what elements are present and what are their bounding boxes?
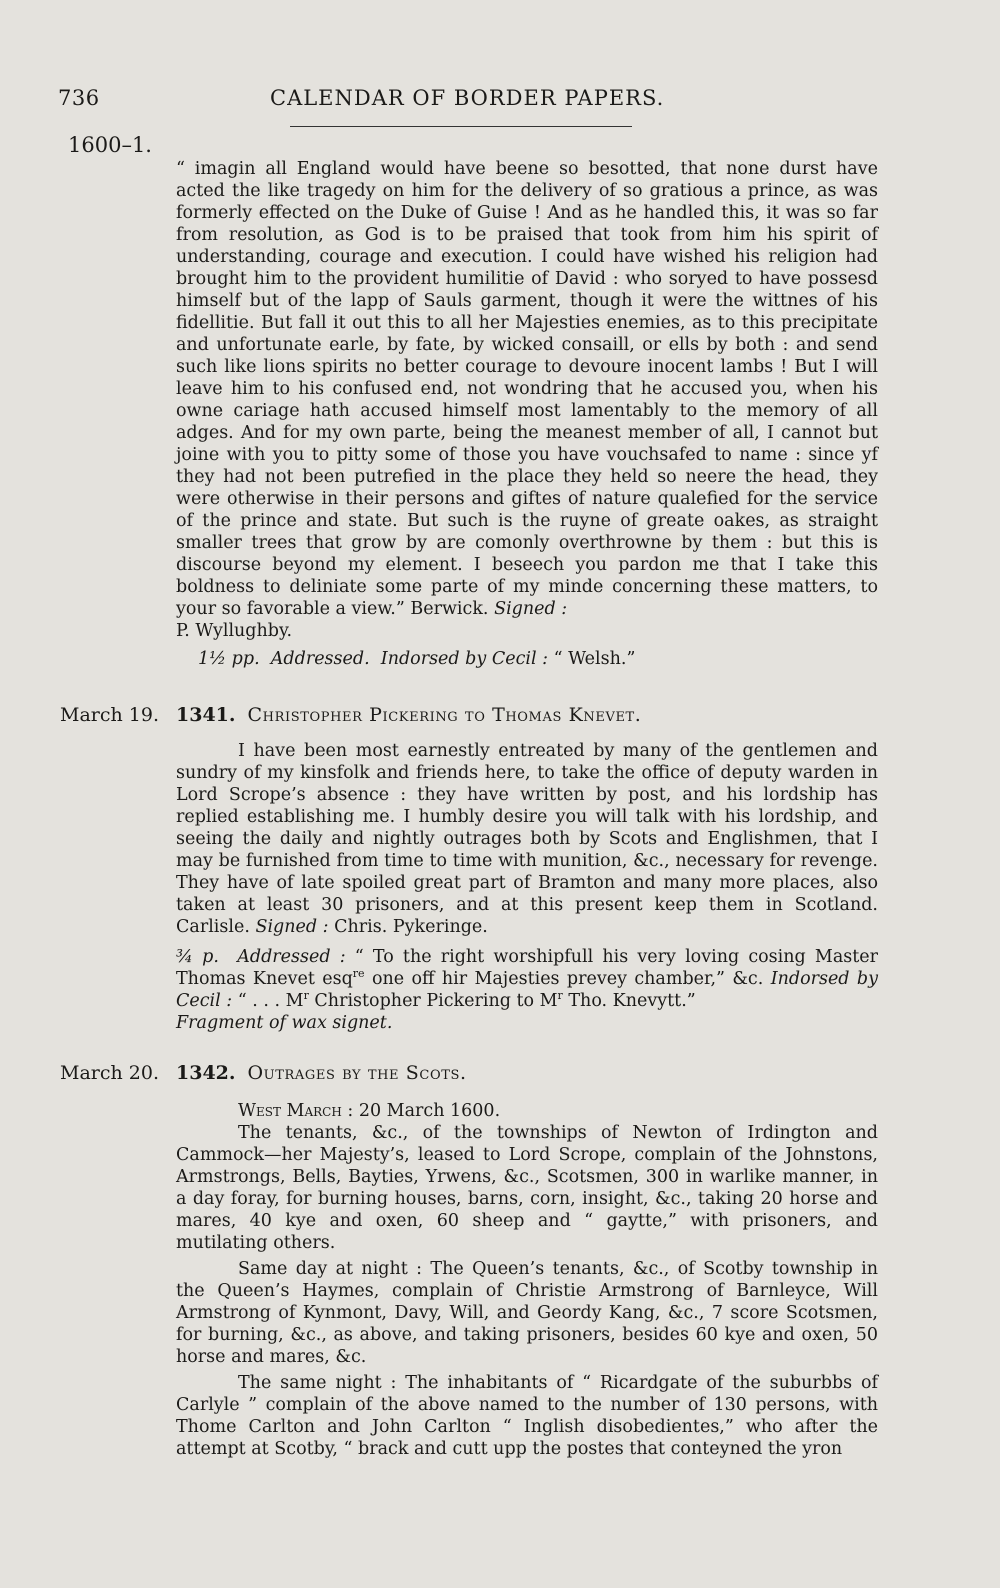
note-addressed-text-2: one off hir Majesties prevey chamber,” &c. <box>364 969 764 989</box>
signed-label: Signed : <box>255 917 329 937</box>
section-heading <box>176 1100 878 1122</box>
letter-signer: P. Wyllughby. <box>176 621 293 641</box>
entry-date: March 20. <box>60 1062 159 1084</box>
entry-heading <box>176 704 641 726</box>
entry-number: 1342. <box>176 1062 236 1084</box>
note-indorsed: Indorsed by Cecil : <box>380 649 549 669</box>
note-superscript: re <box>352 967 365 981</box>
note-indorsed: Indorsed by Cecil : <box>176 969 878 1011</box>
note-indorsed-text: “ . . . M <box>237 991 304 1011</box>
entry-date: March 19. <box>60 704 159 726</box>
note-addressed: Addressed : <box>237 947 346 967</box>
note-superscript: r <box>303 989 309 1003</box>
entry-text: I have been most earnestly entreated by many of the gentlemen and sundry of my kinsfolk and friends here, to take the office of deputy warden in Lord Scrope’s absence : they have written by post, and his lordship has replied establishing me. I humbly desire you will talk with his lordship, and seeing the daily and nightly outrages both by Scots and Englishmen, that I may be furnished from time to time with munition, &c., necessary for revenge. They have of late spoiled great part of Bramton and many more places, also taken at least 30 prisoners, and at this present keep them in Scotland. Carlisle. <box>176 741 878 937</box>
entry-heading <box>176 1062 467 1084</box>
entry-signer: Chris. Pykeringe. <box>334 917 488 937</box>
header-rule <box>290 126 632 127</box>
note-size: ¾ p. <box>176 947 219 967</box>
note-addressed: Addressed. <box>270 649 370 669</box>
entry-number: 1341. <box>176 704 236 726</box>
note-superscript: r <box>557 989 563 1003</box>
entry-paragraph: The same night : The inhabitants of “ Ricardgate of the suburbbs of Carlyle ” complain of the above named to the number of 130 persons, with Thome Carlton and John Carlton “ Inglish disobedientes,” who after the attempt at Scotby, “ brack and cutt upp the postes that conteyned the yron <box>176 1373 878 1459</box>
march-name: West March : <box>238 1101 354 1121</box>
year-marker: 1600–1. <box>68 133 152 157</box>
note-fragment: Fragment of wax signet. <box>176 1013 393 1033</box>
letter-text: “ imagin all England would have beene so besotted, that none durst have acted the like tragedy on him for the delivery of so gratious a prince, as was formerly effected on the Duke of Guise ! And as he handled this, it was so far from resolution, as God is to be praised that took from him his spirit of understanding, courage and execution. I could have wished his religion had brought him to the provident humilitie of David : who soryed to have possesd himself but of the lapp of Sauls garment, though it were the wittnes of his fidellitie. But fall it out this to all her Majesties enemies, as to this precipitate and unfortunate earle, by fate, by wicked consaill, or ells by both : and send such like lions spirits no better courage to devoure inocent lambs ! But I will leave him to his confused end, not wondring that he accused you, when his owne cariage hath accused himself most lamentably to the memory of all adges. And for my own parte, being the meanest member of all, I cannot but joine with you to pitty some of those you have vouchsafed to name : since yf they had not been putrefied in the place they held so neere the head, they were otherwise in their persons and giftes of nature qualefied for the service of the prince and state. But such is the ruyne of greate oakes, as straight smaller trees that grow by are comonly overthrowne by them : but this is discourse beyond my element. I beseech you pardon me that I take this boldness to deliniate some parte of my minde concerning these matters, to your so favorable a view.” Berwick. <box>176 159 878 619</box>
letter-continuation <box>176 158 878 670</box>
note-indorsed-text-3: Tho. Knevytt.” <box>562 991 696 1011</box>
entry-note <box>176 946 878 1034</box>
signed-label: Signed : <box>494 599 568 619</box>
note-size: 1½ pp. <box>198 649 260 669</box>
entry-1342-body <box>176 1100 878 1460</box>
note-indorsed-text-2: Christopher Pickering to M <box>308 991 558 1011</box>
entry-paragraph <box>176 740 878 938</box>
letter-body <box>176 158 878 642</box>
letter-note <box>176 648 878 670</box>
note-quote: “ Welsh.” <box>553 649 636 669</box>
running-title: CALENDAR OF BORDER PAPERS. <box>270 86 665 110</box>
march-date: 20 March 1600. <box>358 1101 501 1121</box>
note-addressed-text: “ To the right worshipfull his very loving cosing Master Thomas Knevet esq <box>176 947 878 989</box>
entry-title: Outrages by the Scots. <box>247 1062 467 1084</box>
entry-paragraph: The tenants, &c., of the townships of Newton of Irdington and Cammock—her Majesty’s, leased to Lord Scrope, complain of the Johnstons, Armstrongs, Bells, Bayties, Yrwens, &c., Scotsmen, 300 in warlike manner, in a day foray, for burning houses, barns, corn, insight, &c., taking 20 horse and mares, 40 kye and oxen, 60 sheep and “ gaytte,” with prisoners, and mutilating others. <box>176 1123 878 1253</box>
running-header <box>58 86 678 118</box>
entry-title: Christopher Pickering to Thomas Knevet. <box>247 704 642 726</box>
entry-paragraph: Same day at night : The Queen’s tenants, &c., of Scotby township in the Queen’s Haymes, complain of Christie Armstrong of Barnleyce, Will Armstrong of Kynmont, Davy, Will, and Geordy Kang, &c., 7 score Scotsmen, for burning, &c., as above, and taking prisoners, besides 60 kye and oxen, 50 horse and mares, &c. <box>176 1259 878 1367</box>
page-number: 736 <box>58 86 100 110</box>
entry-1341-body <box>176 740 878 1034</box>
